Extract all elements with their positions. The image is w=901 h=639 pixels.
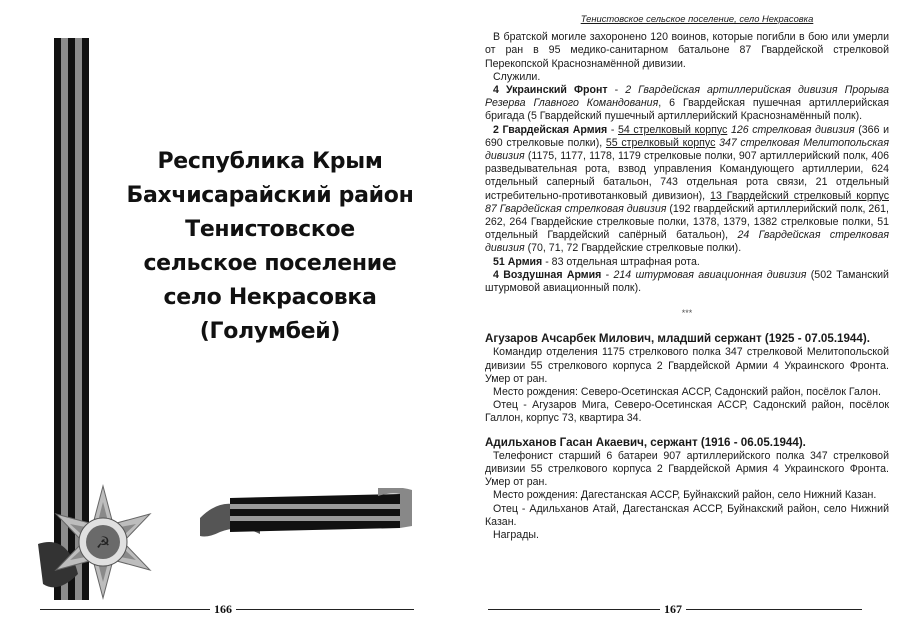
title-line: Бахчисарайский район (126, 183, 414, 208)
person-entry (485, 436, 889, 542)
division-name: 87 Гвардейская стрелковая дивизия (485, 202, 667, 215)
division-name: 347 стрелковая Мелитопольская дивизия (485, 136, 889, 163)
division-name: 2 Гвардейская артиллерийская дивизия Прорыва Резерва Главного Командования (485, 84, 889, 110)
person-service: Телефонист старший 6 батареи 907 артиллерийского полка 347 стрелковой дивизии 55 стрелкового корпуса 2 Гвардейской Армия 4 Украинского Фронта. Умер от ран. (485, 449, 889, 489)
unit-detail: (366 и 690 стрелковые полки), (485, 123, 889, 149)
title-line: Тенистовское (185, 217, 355, 242)
svg-text:☭: ☭ (95, 533, 111, 552)
unit-name: 51 Армия (493, 255, 543, 268)
corps-name: 54 стрелковый корпус (618, 123, 728, 136)
unit-detail: (192 гвардейский артиллерийский полк, 261, 262, 264 Гвардейские стрелковые полки, 1378, 1379, 1382 стрелковые полки, 51 отдельный Гвардейский сапёрный батальон), (485, 202, 889, 242)
division-name: 126 стрелковая дивизия (730, 123, 855, 136)
person-awards: Награды. (493, 528, 539, 541)
division-name: 24 Гвардейская стрелковая дивизия (485, 229, 889, 255)
person-birthplace: Место рождения: Северо-Осетинская АССР, Садонский район, посёлок Галон. (493, 386, 881, 399)
person-service: Командир отделения 1175 стрелкового полка 347 стрелковой Мелитопольской дивизии 55 стрелкового корпуса 2 Гвардейской Армии 4 Украинского Фронта. Умер от ран. (485, 346, 889, 385)
unit-detail: (502 Таманский штурмовой авиационный полк). (485, 268, 889, 295)
title-line: село Некрасовка (163, 285, 377, 310)
served-label: Служили. (493, 70, 541, 83)
page-footer-left (40, 602, 414, 616)
unit-detail: 83 отдельная штрафная рота. (551, 255, 700, 268)
person-heading: Адильханов Гасан Акаевич, сержант (1916 - 06.05.1944). (485, 435, 806, 449)
unit-entry: 4 Воздушная Армия - 214 штурмовая авиационная дивизия (502 Таманский штурмовой авиационный полк). (485, 268, 889, 295)
unit-detail: (70, 71, 72 Гвардейские стрелковые полки). (524, 242, 742, 255)
unit-detail: , 6 Гвардейская пушечная артиллерийская бригада (5 Гвардейский пушечный артиллерийский Краснознамённый полк). (485, 97, 890, 123)
running-head: Тенистовское сельское поселение, село Некрасовка (580, 13, 814, 24)
title-line: (Голумбей) (199, 319, 341, 344)
person-heading: Агузаров Ачсарбек Милович, младший сержант (1925 - 07.05.1944). (485, 332, 870, 346)
title-block (120, 145, 420, 349)
order-of-patriotic-war-medal-icon (38, 484, 168, 604)
title-line: сельское поселение (143, 251, 397, 276)
person-relative: Отец - Агузаров Мига, Северо-Осетинская АССР, Садонский район, посёлок Галлон, корпус 73, квартира 34. (485, 399, 889, 425)
person-relative: Отец - Адильханов Атай, Дагестанская АССР, Буйнакский район, село Нижний Казан. (485, 502, 889, 528)
unit-entry: 4 Украинский Фронт - 2 Гвардейская артиллерийская дивизия Прорыва Резерва Главного Командования, 6 Гвардейская пушечная артиллерийская бригада (5 Гвардейский пушечный артиллерийский Краснознамённый полк). (485, 84, 890, 123)
intro-paragraph: В братской могиле захоронено 120 воинов, которые погибли в бою или умерли от ран в 95 медико-санитарном батальоне 87 Гвардейской стрелковой Перекопской Краснознамённой дивизии. (485, 31, 889, 70)
unit-entry: 2 Гвардейская Армия - 54 стрелковый корпус 126 стрелковая дивизия (366 и 690 стрелковые полки), 55 стрелковый корпус 347 стрелковая Мелитопольская дивизия (1175, 1177, 1178, 1179 стрелковые полки, 907 артиллерийский полк, 406 разведывательная рота, взвод управления Командующего артиллерии, 624 отдельный саперный батальон, 743 отдельная рота связи, 21 отдельный истребительно-противотанковый дивизион), 13 Гвардейский стрелковый корпус 87 Гвардейская стрелковая дивизия (192 гвардейский артиллерийский полк, 261, 262, 264 Гвардейские стрелковые полки, 1378, 1379, 1382 стрелковые полки, 51 отдельный Гвардейский сапёрный батальон), 24 Гвардейская стрелковая дивизия (70, 71, 72 Гвардейские стрелковые полки). (485, 123, 889, 255)
left-page (0, 0, 450, 639)
unit-name: 2 Гвардейская Армия (493, 123, 608, 136)
person-entry (485, 332, 889, 425)
units-list (485, 84, 889, 295)
right-page (485, 12, 889, 542)
division-name: 214 штурмовая авиационная дивизия (613, 268, 807, 281)
section-separator: *** (681, 308, 693, 319)
unit-name: 4 Воздушная Армия (493, 268, 602, 281)
page-number: 167 (660, 602, 686, 617)
corps-name: 13 Гвардейский стрелковый корпус (710, 189, 889, 202)
page-footer-right (488, 602, 862, 616)
person-birthplace: Место рождения: Дагестанская АССР, Буйнакский район, село Нижний Казан. (493, 489, 877, 502)
title-line: Республика Крым (157, 149, 383, 174)
page-number: 166 (210, 602, 236, 617)
unit-entry: 51 Армия - 83 отдельная штрафная рота. (493, 255, 700, 268)
st-george-ribbon-horizontal (200, 488, 412, 544)
unit-name: 4 Украинский Фронт (493, 84, 608, 97)
corps-name: 55 стрелковый корпус (605, 136, 716, 149)
unit-detail: (1175, 1177, 1178, 1179 стрелковые полки, 907 артиллерийский полк, 406 разведывательная рота, взвод управления Командующего артиллерии, 624 отдельный саперный батальон, 743 отдельная рота связи, 21 отдельный истребительно-противотанковый дивизион), (485, 150, 889, 202)
